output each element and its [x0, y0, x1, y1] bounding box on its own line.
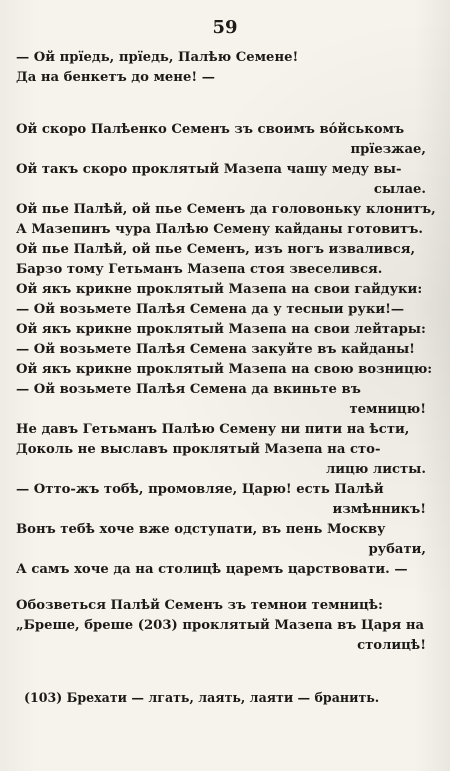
- poem-line: Ой пье Палѣй, ой пье Семенъ да головоньку клонитъ,: [16, 202, 436, 217]
- poem-line-continuation: столицѣ!: [357, 638, 426, 653]
- stanza-gap: [16, 88, 434, 120]
- poem-line: — Ой возьмете Палѣя Семена закуйте въ кайданы!: [16, 342, 415, 357]
- poem-line: Барзо тому Гетьманъ Мазепа стоя звеселився.: [16, 262, 383, 277]
- poem-line: Ой такъ скоро проклятый Мазепа чашу меду вы-: [16, 162, 402, 177]
- poem-line-continuation: сылае.: [373, 182, 426, 197]
- poem-line: А Мазепинъ чура Палѣю Семену кайданы готовитъ.: [16, 222, 423, 237]
- poem-line-continuation: прїезжае,: [350, 142, 426, 157]
- poem-line-continuation: рубати,: [368, 542, 426, 557]
- footnote-gap: [16, 656, 434, 688]
- poem-line: Ой пье Палѣй, ой пье Семенъ, изъ ногъ извалився,: [16, 242, 416, 257]
- poem-line: Ой якъ крикне проклятый Мазепа на свою возницю:: [16, 362, 433, 377]
- poem-line: Ой якъ крикне проклятый Мазепа на свои лейтары:: [16, 322, 426, 337]
- poem-line: — Отто-жъ тобѣ, промовляе, Царю! есть Палѣй: [16, 482, 384, 497]
- poem-line: Не давъ Гетьманъ Палѣю Семену ни пити на ѣсти,: [16, 422, 410, 437]
- poem-line: Ой якъ крикне проклятый Мазепа на свои гайдуки:: [16, 282, 423, 297]
- poem-line: Вонъ тебѣ хоче вже одступати, въ пень Москву: [16, 522, 386, 537]
- footnote: (103) Брехати — лгать, лаять, лаяти — бранить.: [24, 690, 380, 705]
- page-number: 59: [212, 17, 238, 38]
- poem-line-continuation: лицю листы.: [325, 462, 426, 477]
- poem-line: Да на бенкетъ до мене! —: [16, 70, 215, 85]
- poem-line: „Бреше, бреше (203) проклятый Мазепа въ Царя на: [16, 618, 425, 633]
- poem-line-continuation: измѣнникъ!: [332, 502, 426, 517]
- poem-line: — Ой прїедь, прїедь, Палѣю Семене!: [16, 50, 299, 65]
- poem-line: Обозветься Палѣй Семенъ зъ темнои темницѣ:: [16, 598, 383, 613]
- poem-line: — Ой возьмете Палѣя Семена да у тесныи руки!—: [16, 302, 405, 317]
- poem-line: Доколь не выславъ проклятый Мазепа на сто-: [16, 442, 381, 457]
- poem-line-continuation: темницю!: [349, 402, 426, 417]
- poem-line: — Ой возьмете Палѣя Семена да вкиньте въ: [16, 382, 361, 397]
- poem-line: Ой скоро Палѣенко Семенъ зъ своимъ вόйськомъ: [16, 122, 405, 137]
- stanza-gap: [16, 580, 434, 596]
- poem-line: А самъ хоче да на столицѣ царемъ царствовати. —: [16, 562, 408, 577]
